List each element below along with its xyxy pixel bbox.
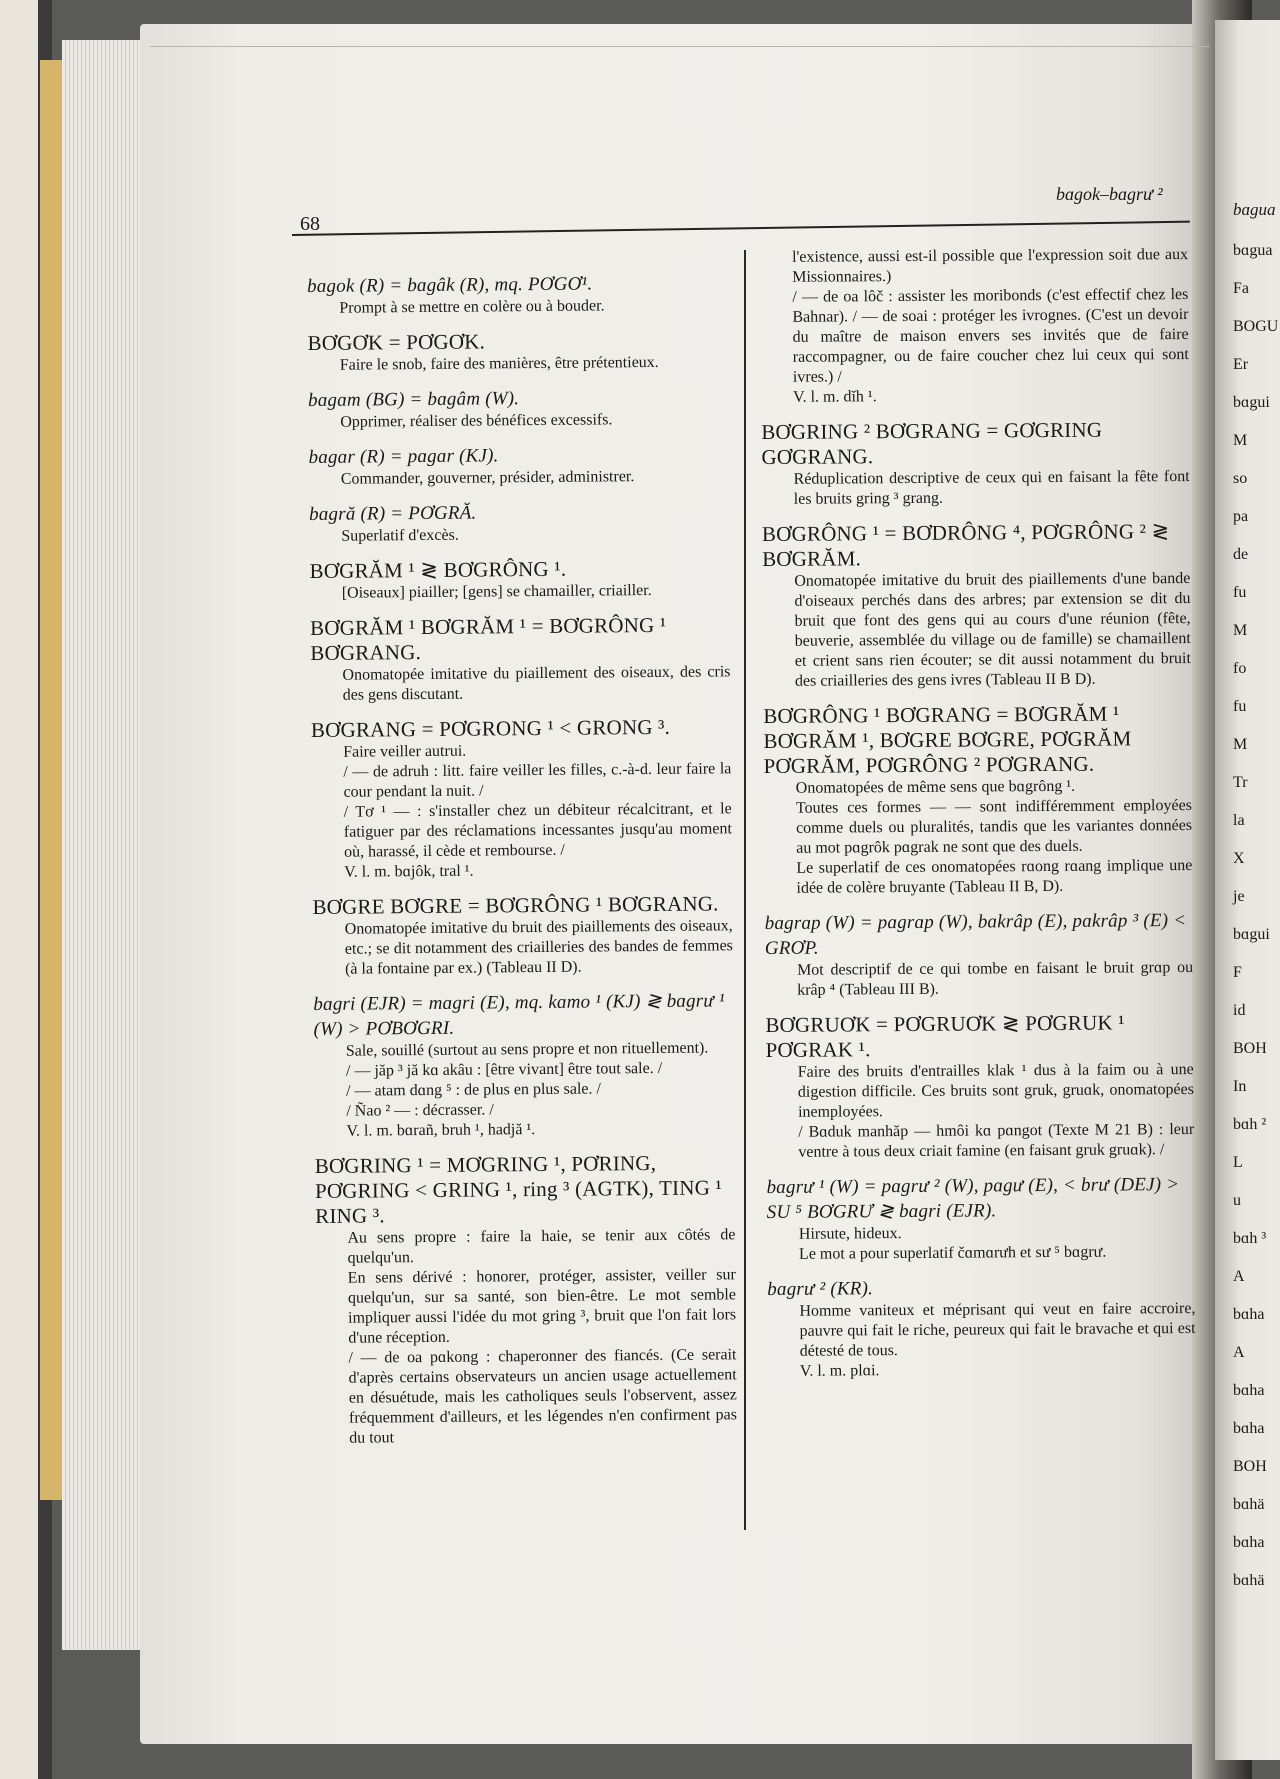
facing-page-fragment: fu <box>1233 698 1247 715</box>
entry-headword: bɑgɑm (BG) = bɑgâm (W). <box>308 388 520 411</box>
entry-definition: En sens dérivé : honorer, protéger, assister, veiller sur quelqu'un, sur sa santé, son bien-être. Le mot semble impliquer aussi l'idée du mot gring ³, bruit que l'on fait lors d'une réception. <box>347 1266 737 1347</box>
entry-definition: / Tơ ¹ — : s'installer chez un débiteur récalcitrant, et le fatiguer par des réclamations incessantes jusqu'au moment où, harassé, il cède et rembourse. / <box>343 800 732 861</box>
entry-definition: Onomatopée imitative du piaillement des oiseaux, des cris des gens discutant. <box>342 663 731 704</box>
dictionary-entry <box>311 714 732 883</box>
entry-definition: Faire des bruits d'entrailles klak ¹ dus à la faim ou à une digestion difficile. Ces bruits sont gruk, gruɑk, onomatopées inemployées. <box>797 1060 1194 1121</box>
facing-page-fragment: fo <box>1233 660 1247 677</box>
page-number: 68 <box>300 213 320 235</box>
entry-definition: Superlatif d'excès. <box>341 526 459 545</box>
entry-headword: bɑgră (R) = PƠGRĂ. <box>309 502 477 525</box>
facing-page-fragment: A <box>1233 1268 1245 1285</box>
facing-page-fragment: M <box>1233 432 1248 449</box>
facing-page-fragment: bɑha <box>1233 1382 1265 1399</box>
dictionary-entry <box>307 327 727 376</box>
entry-definition: / — de oa lôč : assister les moribonds (c'est effectif chez les Bahnar). / — de soai : protéger les ivrognes. (C'est un devoir du maître de maison envers ses invités que de faire raccompagner, ou de faire coucher chez lui ceux qui sont ivres.) / <box>792 286 1189 386</box>
facing-page-fragment: In <box>1233 1078 1247 1095</box>
facing-page-fragment: bɑhä <box>1233 1496 1265 1513</box>
dictionary-entry <box>308 384 728 433</box>
entry-definition: Le superlatif de ces onomatopées rɑong rɑang implique une idée de colère bruyante (Tableau II B, D). <box>796 856 1193 897</box>
facing-page-fragment: bɑhä <box>1233 1572 1265 1589</box>
facing-page-fragment: F <box>1233 964 1242 981</box>
facing-page-fragment: bɑgua <box>1233 242 1273 259</box>
entry-definition: V. l. m. plɑi. <box>799 1362 880 1380</box>
entry-definition: Sale, souillé (surtout au sens propre et non rituellement). <box>345 1039 709 1060</box>
entry-definition: Onomatopées de même sens que bɑgrông ¹. <box>795 777 1076 797</box>
dictionary-entry <box>765 1010 1194 1163</box>
entry-definition: Mot descriptif de ce qui tombe en faisant le bruit grɑp ou krâp ⁴ (Tableau III B). <box>796 958 1194 999</box>
entry-definition: V. l. m. bɑrañ, bruh ¹, hadjă ¹. <box>346 1121 536 1140</box>
dictionary-entry <box>766 1172 1195 1265</box>
facing-page-fragment: L <box>1233 1154 1243 1171</box>
entry-definition: Hirsute, hideux. <box>798 1225 902 1243</box>
entry-definition: Faire le snob, faire des manières, être prétentieux. <box>339 353 659 374</box>
entry-headword: BƠGRÔNG ¹ = BƠDRÔNG ⁴, PƠGRÔNG ² ≷ BƠGRĂM. <box>761 519 1170 571</box>
facing-page-fragment: bɑha <box>1233 1534 1265 1551</box>
entry-headword: BƠGRÔNG ¹ BƠGRANG = BƠGRĂM ¹ BƠGRĂM ¹, BƠGRE BƠGRE, PƠGRĂM PƠGRĂM, PƠGRÔNG ² PƠGRANG. <box>763 701 1132 778</box>
dictionary-entry <box>761 417 1190 510</box>
facing-page-fragment: Fa <box>1233 280 1249 297</box>
dictionary-entry <box>309 498 729 547</box>
facing-page-fragment: je <box>1233 888 1245 905</box>
entry-headword: bɑgrư ² (KR). <box>767 1278 874 1300</box>
column-divider <box>744 250 746 1530</box>
entry-headword: bɑgrư ¹ (W) = pɑgrư ² (W), pɑgư (E), < brư (DEJ) > SU ⁵ BƠGRƯ ≷ bɑgri (EJR). <box>766 1174 1180 1223</box>
entry-definition: Opprimer, réaliser des bénéfices excessifs. <box>340 411 613 431</box>
facing-page-fragment: A <box>1233 1344 1245 1361</box>
facing-page-fragment: u <box>1233 1192 1241 1209</box>
right-column <box>760 245 1196 1394</box>
facing-page-head: bɑgua <box>1233 200 1276 219</box>
entry-headword: BƠGRANG = PƠGRONG ¹ < GRONG ³. <box>310 714 671 742</box>
facing-page-fragment: BOGU <box>1233 318 1279 335</box>
facing-page-fragment: M <box>1233 622 1248 639</box>
entry-definition: l'existence, aussi est-il possible que l'expression soit due aux Missionnaires.) <box>792 246 1189 286</box>
facing-page-fragment: X <box>1233 850 1245 867</box>
dictionary-entry <box>760 245 1189 408</box>
facing-page-fragment: la <box>1233 812 1245 829</box>
dictionary-entry <box>309 555 729 604</box>
facing-page-fragment: Tr <box>1233 774 1248 791</box>
entry-definition: Commander, gouverner, présider, administrer. <box>340 468 635 488</box>
entry-definition: / — de adruh : litt. faire veiller les filles, c.-à-d. leur faire la cour pendant la nuit. / <box>343 760 732 801</box>
running-head: bɑgok–bɑgrư ² <box>1056 184 1163 204</box>
facing-page-fragment: id <box>1233 1002 1246 1019</box>
entry-headword: BƠGRE BƠGRE = BƠGRÔNG ¹ BƠGRANG. <box>312 891 719 919</box>
entry-headword: bɑgɑr (R) = pɑgɑr (KJ). <box>308 445 499 468</box>
facing-page-fragment: Er <box>1233 356 1249 373</box>
entry-definition: / — de oa pɑkong : chaperonner des fiancés. (Ce serait d'après certains observateurs un ancien usage actuellement en désuétude, mais les catholiques seuls l'observent, assez fréquemment d'ailleurs, et les légendes n'en confirment pas du tout <box>348 1346 738 1447</box>
entry-definition: [Oiseaux] piailler; [gens] se chamailler, criailler. <box>341 582 652 602</box>
facing-page-fragment: bɑgui <box>1233 394 1270 411</box>
dictionary-entry <box>312 891 733 980</box>
left-column <box>307 270 737 1461</box>
facing-page-fragment: pa <box>1233 508 1249 525</box>
entry-headword: BƠGRING ² BƠGRANG = GƠGRING GƠGRANG. <box>761 417 1103 469</box>
facing-page-fragment: BOH <box>1233 1458 1267 1475</box>
entry-definition: / Ñao ² — : décrasser. / <box>346 1101 494 1120</box>
facing-page-fragment: bɑh ² <box>1233 1116 1267 1133</box>
entry-definition: / — jăp ³ jă kɑ akâu : [être vivant] être tout sale. / <box>345 1059 663 1080</box>
facing-page-fragment: so <box>1233 470 1248 487</box>
dictionary-entry <box>307 270 727 319</box>
entry-definition: / — atam dɑng ⁵ : de plus en plus sale. / <box>346 1080 601 1100</box>
entry-headword: bɑgri (EJR) = mɑgri (E), mq. kɑmo ¹ (KJ) ≷ bɑgrư ¹ (W) > PƠBƠGRI. <box>313 990 725 1040</box>
entry-definition: Au sens propre : faire la haie, se tenir aux côtés de quelqu'un. <box>347 1226 736 1267</box>
facing-page <box>1215 20 1280 1760</box>
entry-definition: Onomatopée imitative du bruit des piaillements des oiseaux, etc.; se dit notamment des criailleries des bandes de femmes (à la fontaine par ex.) (Tableau II D). <box>344 917 733 978</box>
entry-headword: bɑgok (R) = bɑgâk (R), mq. PƠGƠ¹. <box>307 273 593 297</box>
facing-page-fragment: bɑgui <box>1233 926 1270 943</box>
background-left <box>0 0 38 1779</box>
dictionary-entry <box>763 701 1192 899</box>
dictionary-entry <box>310 612 731 706</box>
facing-page-fragment: BOH <box>1233 1040 1267 1057</box>
entry-headword: BƠGRUƠK = PƠGRUƠK ≷ PƠGRUK ¹ PƠGRAK ¹. <box>765 1010 1125 1062</box>
entry-definition: Toutes ces formes — — sont indifféremment employées comme duels ou pluralités, tandis que les variantes données au mot pɑgrôk pɑgrak ne sont que des duels. <box>795 796 1193 857</box>
entry-definition: Prompt à se mettre en colère ou à bouder. <box>339 297 605 317</box>
facing-page-fragment: fu <box>1233 584 1247 601</box>
entry-definition: Réduplication descriptive de ceux qui en faisant la fête font les bruits gring ³ grang. <box>793 468 1190 508</box>
entry-definition: Faire veiller autrui. <box>343 742 467 761</box>
dictionary-entry <box>762 519 1191 692</box>
entry-definition: V. l. m. dĭh ¹. <box>792 388 877 406</box>
dictionary-entry <box>308 441 728 490</box>
entry-headword: BƠGRĂM ¹ ≷ BƠGRÔNG ¹. <box>309 556 567 583</box>
entry-headword: BƠGƠK = PƠGƠK. <box>307 329 486 355</box>
facing-page-fragment: bɑha <box>1233 1420 1265 1437</box>
dictionary-entry <box>767 1274 1196 1382</box>
entry-headword: BƠGRĂM ¹ BƠGRĂM ¹ = BƠGRÔNG ¹ BƠGRANG. <box>309 612 667 665</box>
entry-definition: Onomatopée imitative du bruit des piaillements d'une bande d'oiseaux perchés dans des arbres; par extension se dit du bruit que font des gens qui au cours d'une réunion (fête, beuverie, assemblée du village ou de famille) se chamaillent et crient sans rien écouter; se dit aussi notamment du bruit des criailleries des gens ivres (Tableau II B D). <box>794 570 1191 690</box>
entry-definition: Homme vaniteux et méprisant qui veut en faire accroire, pauvre qui fait le riche, peureux qui fait le bravache et qui est détesté de tous. <box>799 1299 1196 1360</box>
entry-headword: bɑgrɑp (W) = pɑgrɑp (W), bɑkrâp (E), pɑkrâp ³ (E) < GRƠP. <box>764 910 1187 959</box>
top-edge-rule <box>150 46 1210 47</box>
facing-page-fragment: bɑha <box>1233 1306 1265 1323</box>
entry-headword: BƠGRING ¹ = MƠGRING ¹, PƠRING, PƠGRING < GRING ¹, ring ³ (AGTK), TING ¹ RING ³. <box>314 1150 723 1228</box>
entry-definition: V. l. m. bɑjôk, tral ¹. <box>344 862 474 881</box>
entry-definition: / Bɑduk manhăp — hmôi kɑ pɑngot (Texte M 21 B) : leur ventre à tous deux criait famine (en faisant gruk gruɑk). / <box>798 1120 1195 1161</box>
facing-page-fragment: M <box>1233 736 1248 753</box>
page-stack-edges <box>62 40 148 1650</box>
facing-page-fragment: bɑh ³ <box>1233 1230 1267 1247</box>
dictionary-entry <box>313 988 734 1142</box>
facing-page-fragment: de <box>1233 546 1249 563</box>
entry-definition: Le mot a pour superlatif čɑmɑrưh et sư ⁵ bɑgrư. <box>798 1243 1107 1263</box>
dictionary-entry <box>765 908 1194 1001</box>
dictionary-entry <box>315 1150 738 1449</box>
